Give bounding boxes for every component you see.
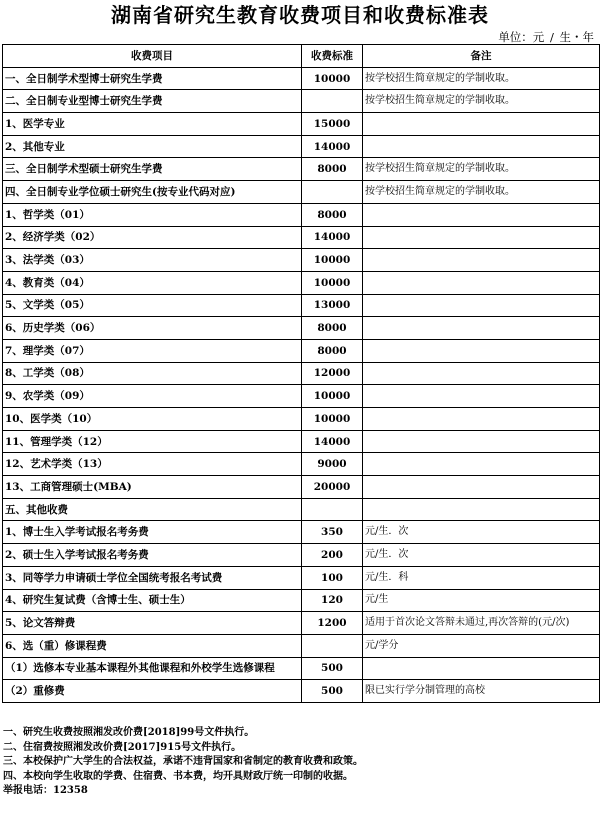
fee-note-cell xyxy=(363,408,600,431)
fee-standard-cell: 15000 xyxy=(302,113,363,136)
table-row xyxy=(3,135,600,158)
fee-item-cell: 4、教育类（04） xyxy=(3,271,302,294)
fee-item-cell: 1、博士生入学考试报名考务费 xyxy=(3,521,302,544)
fee-item-cell: 1、医学专业 xyxy=(3,113,302,136)
fee-note-cell: 元/学分 xyxy=(363,634,600,657)
header-item: 收费项目 xyxy=(3,45,302,68)
fee-item-cell: 9、农学类（09） xyxy=(3,385,302,408)
fee-item-cell: （2）重修费 xyxy=(3,680,302,703)
footnote-line: 一、研究生收费按照湘发改价费[2018]99号文件执行。 xyxy=(3,727,255,738)
fee-note-cell: 适用于首次论文答辩未通过,再次答辩的(元/次) xyxy=(363,612,600,635)
fee-standard-cell: 100 xyxy=(302,566,363,589)
table-row xyxy=(3,294,600,317)
table-row xyxy=(3,249,600,272)
fee-standard-cell: 13000 xyxy=(302,294,363,317)
fee-standard-cell: 14000 xyxy=(302,430,363,453)
table-row xyxy=(3,385,600,408)
fee-note-cell xyxy=(363,294,600,317)
fee-standard-cell: 350 xyxy=(302,521,363,544)
table-row xyxy=(3,657,600,680)
table-row xyxy=(3,67,600,90)
fee-item-cell: 二、全日制专业型博士研究生学费 xyxy=(3,90,302,113)
fee-item-cell: 4、研究生复试费（含博士生、硕士生） xyxy=(3,589,302,612)
fee-table-body xyxy=(3,67,600,702)
fee-standard-cell: 8000 xyxy=(302,203,363,226)
table-row xyxy=(3,362,600,385)
fee-note-cell: 按学校招生简章规定的学制收取。 xyxy=(363,181,600,204)
fee-item-cell: 13、工商管理硕士(MBA) xyxy=(3,476,302,499)
table-row xyxy=(3,589,600,612)
fee-note-cell: 元/生．科 xyxy=(363,566,600,589)
fee-item-cell: 五、其他收费 xyxy=(3,498,302,521)
header-standard: 收费标准 xyxy=(302,45,363,68)
fee-note-cell xyxy=(363,657,600,680)
fee-item-cell: 6、选（重）修课程费 xyxy=(3,634,302,657)
table-row xyxy=(3,453,600,476)
fee-standard-cell: 8000 xyxy=(302,339,363,362)
fee-standard-cell xyxy=(302,498,363,521)
table-row xyxy=(3,90,600,113)
fee-note-cell xyxy=(363,271,600,294)
footnote-line: 四、本校向学生收取的学费、住宿费、书本费，均开具财政厅统一印制的收据。 xyxy=(3,770,353,782)
fee-standard-cell: 8000 xyxy=(302,158,363,181)
page-title: 湖南省研究生教育收费项目和收费标准表 xyxy=(111,3,489,27)
fee-standard-cell: 10000 xyxy=(302,67,363,90)
fee-standard-cell: 10000 xyxy=(302,385,363,408)
fee-note-cell xyxy=(363,249,600,272)
fee-note-cell: 按学校招生简章规定的学制收取。 xyxy=(363,158,600,181)
fee-note-cell xyxy=(363,135,600,158)
fee-standard-cell: 500 xyxy=(302,680,363,703)
table-row xyxy=(3,339,600,362)
table-row xyxy=(3,634,600,657)
fee-standard-cell: 10000 xyxy=(302,271,363,294)
table-row xyxy=(3,317,600,340)
table-row xyxy=(3,226,600,249)
fee-note-cell xyxy=(363,317,600,340)
fee-standard-cell: 14000 xyxy=(302,226,363,249)
fee-item-cell: 3、法学类（03） xyxy=(3,249,302,272)
fee-standard-cell: 20000 xyxy=(302,476,363,499)
fee-note-cell: 按学校招生简章规定的学制收取。 xyxy=(363,67,600,90)
table-row xyxy=(3,476,600,499)
footnote-line: 三、本校保护广大学生的合法权益，承诺不违背国家和省制定的教育收费和政策。 xyxy=(3,756,363,767)
fee-note-cell xyxy=(363,339,600,362)
footnote-line: 二、住宿费按照湘发改价费[2017]915号文件执行。 xyxy=(3,741,242,753)
fee-note-cell xyxy=(363,430,600,453)
fee-item-cell: 7、理学类（07） xyxy=(3,339,302,362)
table-row xyxy=(3,566,600,589)
fee-item-cell: 11、管理学类（12） xyxy=(3,430,302,453)
fee-standard-cell: 10000 xyxy=(302,408,363,431)
fee-item-cell: 2、其他专业 xyxy=(3,135,302,158)
fee-standard-cell: 9000 xyxy=(302,453,363,476)
fee-standard-cell: 8000 xyxy=(302,317,363,340)
table-row xyxy=(3,521,600,544)
fee-item-cell: 6、历史学类（06） xyxy=(3,317,302,340)
table-row xyxy=(3,544,600,567)
fee-standard-cell: 120 xyxy=(302,589,363,612)
table-row xyxy=(3,113,600,136)
fee-note-cell xyxy=(363,226,600,249)
footnotes xyxy=(3,726,597,799)
fee-item-cell: 2、硕士生入学考试报名考务费 xyxy=(3,544,302,567)
table-row xyxy=(3,612,600,635)
fee-item-cell: 2、经济学类（02） xyxy=(3,226,302,249)
fee-item-cell: 3、同等学力申请硕士学位全国统考报名考试费 xyxy=(3,566,302,589)
table-row xyxy=(3,408,600,431)
header-note: 备注 xyxy=(363,45,600,68)
fee-note-cell: 元/生 xyxy=(363,589,600,612)
fee-standard-cell: 1200 xyxy=(302,612,363,635)
fee-item-cell: 三、全日制学术型硕士研究生学费 xyxy=(3,158,302,181)
fee-item-cell: 8、工学类（08） xyxy=(3,362,302,385)
fee-standard-cell: 200 xyxy=(302,544,363,567)
report-phone: 举报电话：12358 xyxy=(3,785,88,796)
fee-note-cell: 限已实行学分制管理的高校 xyxy=(363,680,600,703)
fee-table xyxy=(2,44,600,703)
fee-item-cell: 1、哲学类（01） xyxy=(3,203,302,226)
fee-note-cell: 元/生．次 xyxy=(363,544,600,567)
fee-item-cell: 5、文学类（05） xyxy=(3,294,302,317)
fee-note-cell xyxy=(363,113,600,136)
fee-note-cell xyxy=(363,498,600,521)
table-row xyxy=(3,680,600,703)
table-row xyxy=(3,498,600,521)
fee-standard-cell xyxy=(302,90,363,113)
unit-label: 单位：元 / 生・年 xyxy=(498,30,594,44)
fee-note-cell: 元/生．次 xyxy=(363,521,600,544)
fee-note-cell xyxy=(363,476,600,499)
fee-item-cell: 一、全日制学术型博士研究生学费 xyxy=(3,67,302,90)
table-row xyxy=(3,158,600,181)
table-header-row xyxy=(3,45,600,68)
table-row xyxy=(3,203,600,226)
table-row xyxy=(3,181,600,204)
fee-standard-cell: 12000 xyxy=(302,362,363,385)
fee-standard-cell: 500 xyxy=(302,657,363,680)
fee-standard-cell xyxy=(302,181,363,204)
fee-standard-cell: 10000 xyxy=(302,249,363,272)
fee-note-cell: 按学校招生简章规定的学制收取。 xyxy=(363,90,600,113)
table-row xyxy=(3,271,600,294)
table-row xyxy=(3,430,600,453)
fee-standard-cell xyxy=(302,634,363,657)
fee-item-cell: 10、医学类（10） xyxy=(3,408,302,431)
fee-note-cell xyxy=(363,203,600,226)
fee-standard-cell: 14000 xyxy=(302,135,363,158)
fee-note-cell xyxy=(363,362,600,385)
fee-item-cell: 12、艺术学类（13） xyxy=(3,453,302,476)
fee-item-cell: （1）选修本专业基本课程外其他课程和外校学生选修课程 xyxy=(3,657,302,680)
fee-item-cell: 四、全日制专业学位硕士研究生(按专业代码对应) xyxy=(3,181,302,204)
fee-note-cell xyxy=(363,453,600,476)
fee-item-cell: 5、论文答辩费 xyxy=(3,612,302,635)
fee-note-cell xyxy=(363,385,600,408)
